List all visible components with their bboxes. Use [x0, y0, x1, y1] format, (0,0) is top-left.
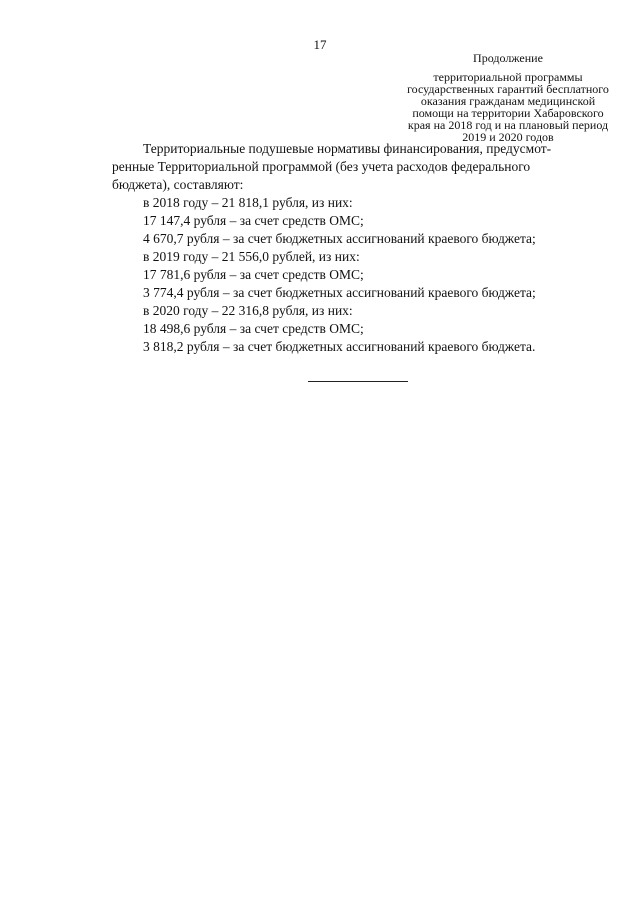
list-item: 17 781,6 рубля – за счет средств ОМС; [143, 267, 364, 282]
continuation-label: Продолжение [473, 51, 543, 65]
intro-line: бюджета), составляют: [112, 177, 244, 192]
page-number: 17 [313, 37, 327, 52]
list-item: в 2020 году – 22 316,8 рубля, из них: [143, 303, 353, 318]
intro-line: Территориальные подушевые нормативы финансирования, предусмот- [143, 141, 552, 156]
list-item: 17 147,4 рубля – за счет средств ОМС; [143, 213, 364, 228]
body-text [112, 140, 583, 356]
intro-line: ренные Территориальной программой (без учета расходов федерального [112, 159, 531, 174]
header-line: оказания гражданам медицинской [420, 94, 596, 108]
list-item: в 2018 году – 21 818,1 рубля, из них: [143, 195, 353, 210]
list-item: 18 498,6 рубля – за счет средств ОМС; [143, 321, 364, 336]
document-header [376, 52, 640, 143]
header-line: территориальной программы [433, 70, 583, 84]
header-line: 2019 и 2020 годов [462, 130, 554, 144]
list-item: в 2019 году – 21 556,0 рублей, из них: [143, 249, 360, 264]
header-line: края на 2018 год и на плановый период [407, 118, 609, 132]
list-item: 4 670,7 рубля – за счет бюджетных ассигнований краевого бюджета; [143, 231, 536, 246]
separator-line [308, 381, 408, 382]
intro-paragraph [112, 140, 583, 194]
financing-list [143, 194, 583, 356]
list-item: 3 818,2 рубля – за счет бюджетных ассигнований краевого бюджета. [143, 339, 536, 354]
header-line: помощи на территории Хабаровского [412, 106, 604, 120]
header-line: государственных гарантий бесплатного [407, 82, 609, 96]
list-item: 3 774,4 рубля – за счет бюджетных ассигнований краевого бюджета; [143, 285, 536, 300]
